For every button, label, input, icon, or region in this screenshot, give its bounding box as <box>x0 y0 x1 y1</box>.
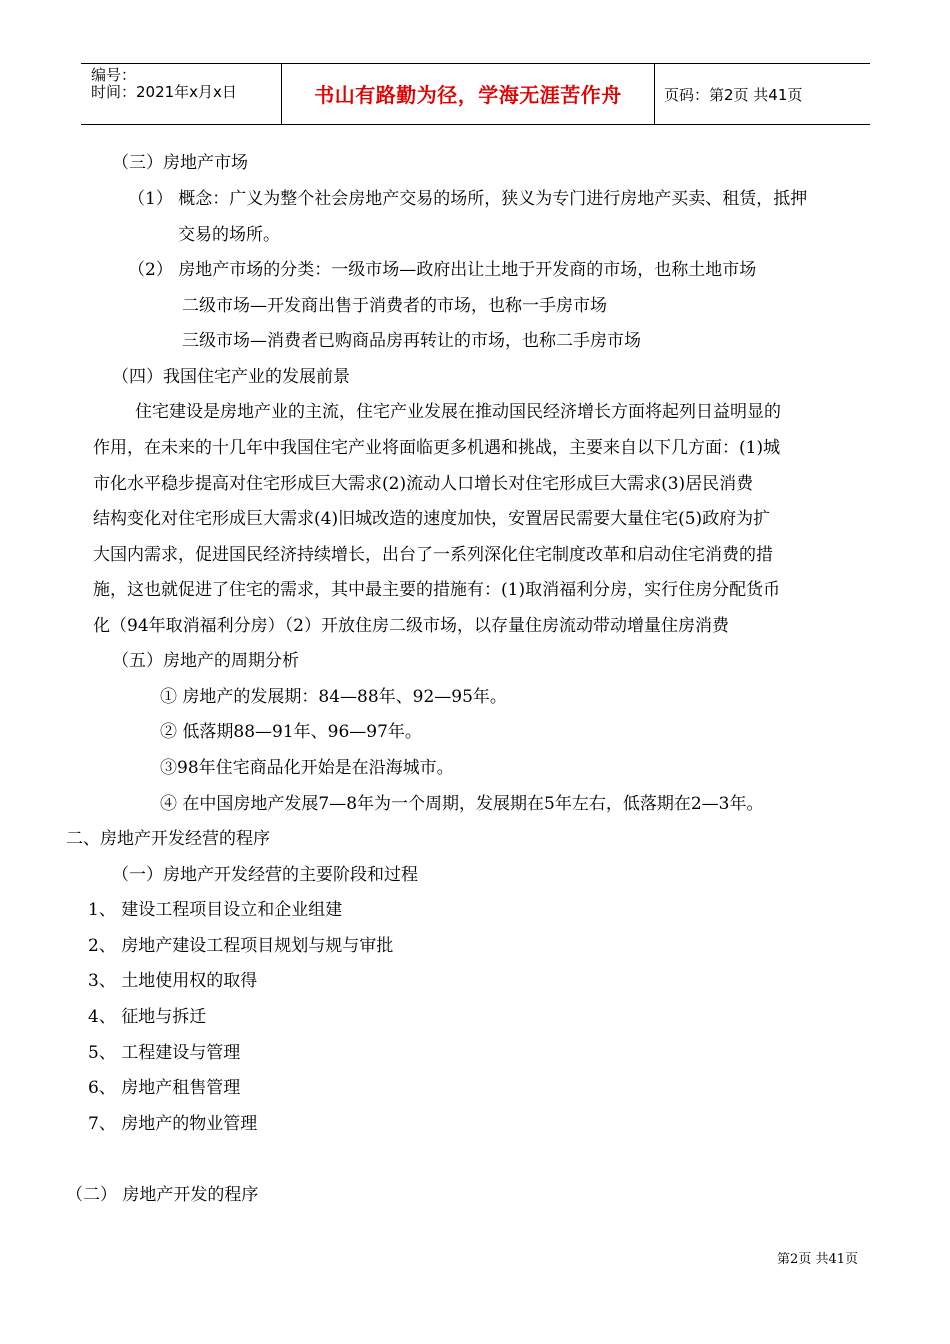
list-item: 3、 土地使用权的取得 <box>88 971 258 991</box>
paragraph-line: 大国内需求，促进国民经济持续增长，出台了一系列深化住宅制度改革和启动住宅消费的措 <box>93 545 773 565</box>
list-item: 5、 工程建设与管理 <box>88 1043 241 1063</box>
section-3-heading: （三）房地产市场 <box>112 153 248 173</box>
time-label: 时间：2021年x月x日 <box>91 83 237 101</box>
paragraph-line: 市化水平稳步提高对住宅形成巨大需求(2)流动人口增长对住宅形成巨大需求(3)居民消费 <box>93 474 754 494</box>
paragraph-line: 作用，在未来的十几年中我国住宅产业将面临更多机遇和挑战，主要来自以下几方面：(1)城 <box>93 438 781 458</box>
paragraph-line: 化（94年取消福利分房）（2）开放住房二级市场，以存量住房流动带动增量住房消费 <box>93 616 729 636</box>
paragraph-line: 二级市场—开发商出售于消费者的市场，也称一手房市场 <box>182 296 607 316</box>
list-item: ④ 在中国房地产发展7—8年为一个周期，发展期在5年左右，低落期在2—3年。 <box>160 794 764 814</box>
header-table <box>81 63 870 125</box>
subsection-2-heading: （二） 房地产开发的程序 <box>66 1185 259 1205</box>
list-item: 4、 征地与拆迁 <box>88 1007 207 1027</box>
header-motto: 书山有路勤为径，学海无涯苦作舟 <box>282 64 655 124</box>
list-item: 1、 建设工程项目设立和企业组建 <box>88 900 343 920</box>
list-item: ③98年住宅商品化开始是在沿海城市。 <box>160 758 454 778</box>
serial-label: 编号： <box>91 66 137 84</box>
paragraph-line: 住宅建设是房地产业的主流，住宅产业发展在推动国民经济增长方面将起列日益明显的 <box>135 402 781 422</box>
list-item: 6、 房地产租售管理 <box>88 1078 241 1098</box>
list-item: ② 低落期88—91年、96—97年。 <box>160 722 422 742</box>
paragraph-line: 交易的场所。 <box>178 225 280 245</box>
paragraph-line: 施，这也就促进了住宅的需求，其中最主要的措施有：(1)取消福利分房，实行住房分配货币 <box>93 580 781 600</box>
paragraph-line: 三级市场—消费者已购商品房再转让的市场，也称二手房市场 <box>182 331 641 351</box>
page-footer: 第2页 共41页 <box>777 1252 858 1267</box>
list-item: ① 房地产的发展期：84—88年、92—95年。 <box>160 687 507 707</box>
section-5-heading: （五）房地产的周期分析 <box>112 651 299 671</box>
header-info-cell <box>81 64 282 124</box>
paragraph-line: （1） 概念：广义为整个社会房地产交易的场所，狭义为专门进行房地产买卖、租赁，抵押 <box>128 189 808 209</box>
section-4-heading: （四）我国住宅产业的发展前景 <box>112 367 350 387</box>
paragraph-line: （2） 房地产市场的分类：一级市场—政府出让土地于开发商的市场，也称土地市场 <box>128 260 757 280</box>
list-item: 2、 房地产建设工程项目规划与规与审批 <box>88 936 394 956</box>
subsection-1-heading: （一）房地产开发经营的主要阶段和过程 <box>112 865 418 885</box>
header-page-code: 页码：第2页 共41页 <box>664 86 803 104</box>
paragraph-line: 结构变化对住宅形成巨大需求(4)旧城改造的速度加快，安置居民需要大量住宅(5)政府为扩 <box>93 509 771 529</box>
list-item: 7、 房地产的物业管理 <box>88 1114 258 1134</box>
chapter-2-heading: 二、房地产开发经营的程序 <box>66 829 270 849</box>
